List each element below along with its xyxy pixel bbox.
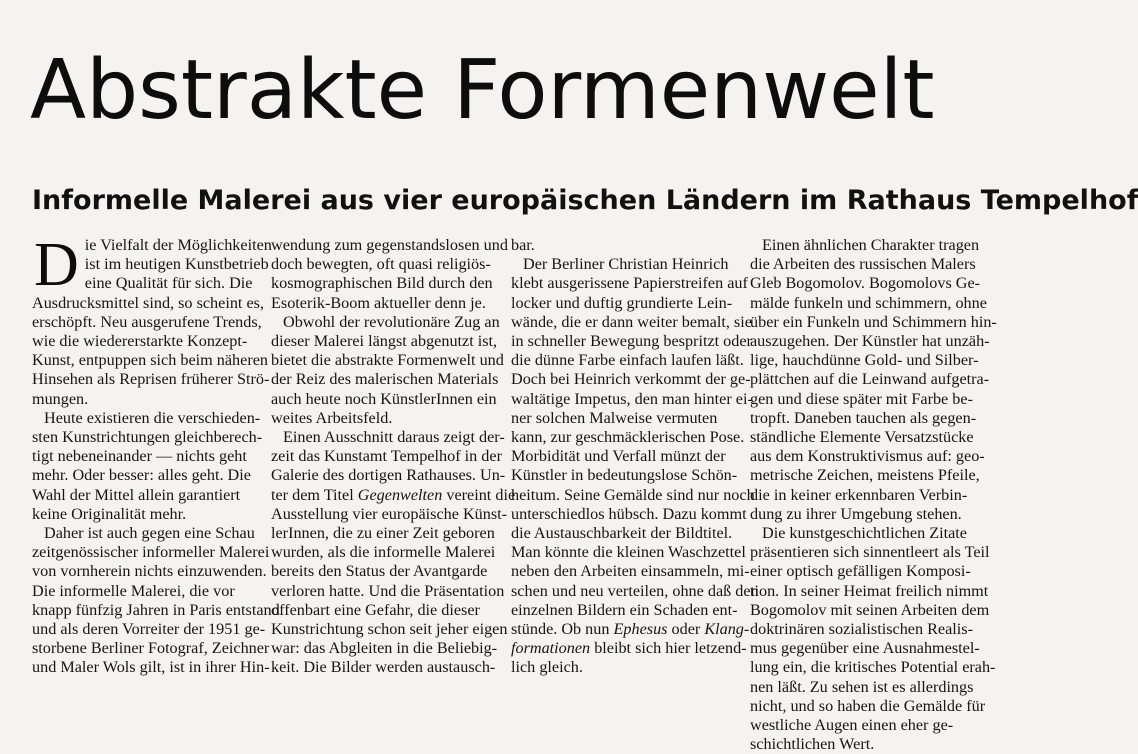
text-line: westliche Augen einen eher ge- — [750, 716, 954, 735]
text-line: Ausdrucksmittel sind, so scheint es, — [32, 293, 264, 312]
text-line: aus dem Konstruktivismus auf: geo- — [750, 447, 985, 466]
text-line: die in keiner erkennbaren Verbin- — [750, 485, 968, 504]
text-line: die Arbeiten des russischen Malers — [750, 255, 976, 274]
artwork-title: formationen — [511, 639, 591, 658]
text-line: plättchen auf die Leinwand aufgetra- — [750, 370, 990, 389]
text-line — [511, 639, 747, 658]
text-line: mehr. Oder besser: alles geht. Die — [32, 466, 251, 485]
text-line: die dünne Farbe einfach laufen läßt. — [511, 351, 744, 370]
text-run: bleibt sich hier letzend- — [590, 639, 747, 658]
text-line: Morbidität und Verfall münzt der — [511, 447, 726, 466]
text-line: nicht, und so haben die Gemälde für — [750, 696, 986, 715]
subheadline: Informelle Malerei aus vier europäischen Ländern im Rathaus Tempelhof — [32, 185, 1138, 216]
text-line: und als deren Vorreiter der 1951 ge- — [32, 620, 266, 639]
article-column-2 — [271, 236, 516, 678]
text-line: locker und duftig grundierte Lein- — [511, 293, 733, 312]
text-line: ständliche Elemente Versatzstücke — [750, 428, 974, 447]
text-line: unterschiedlos hübsch. Dazu kommt — [511, 504, 747, 523]
text-line: storbene Berliner Fotograf, Zeichner — [32, 639, 270, 658]
text-run: ter dem Titel — [271, 485, 358, 504]
text-line: weites Arbeitsfeld. — [271, 408, 393, 427]
text-line: Die kunstgeschichtlichen Zitate — [762, 524, 967, 543]
text-line: verloren hatte. Und die Präsentation — [271, 581, 505, 600]
text-line: wurden, als die informelle Malerei — [271, 543, 496, 562]
text-line: auszugehen. Der Künstler hat unzäh- — [750, 332, 990, 351]
text-line: Die informelle Malerei, die vor — [32, 581, 235, 600]
text-line: zeitgenössischer informeller Malerei — [32, 543, 270, 562]
text-line: auch heute noch KünstlerInnen ein — [271, 389, 497, 408]
text-line: gen und diese später mit Farbe be- — [750, 389, 973, 408]
article-column-4 — [750, 236, 997, 754]
text-line: eine Qualität für sich. Die — [84, 274, 253, 293]
article-column-1 — [32, 231, 280, 678]
text-line: ner solchen Malweise vermuten — [511, 408, 718, 427]
text-line: waltätige Impetus, den man hinter ei- — [511, 389, 753, 408]
text-line: Galerie des dortigen Rathauses. Un- — [271, 466, 506, 485]
text-line: Einen Ausschnitt daraus zeigt der- — [283, 428, 505, 447]
text-line: lige, hauchdünne Gold- und Silber- — [750, 351, 979, 370]
text-line: Hinsehen als Reprisen früherer Strö- — [32, 370, 270, 389]
text-line: Man könnte die kleinen Waschzettel — [511, 543, 746, 562]
text-line: doktrinären sozialistischen Realis- — [750, 620, 973, 639]
text-line: Esoterik-Boom aktueller denn je. — [271, 293, 486, 312]
text-line — [271, 485, 516, 505]
text-line: war: das Abgleiten in die Beliebig- — [271, 639, 498, 658]
text-line: und Maler Wols gilt, ist in ihrer Hin- — [32, 658, 270, 677]
text-line: doch bewegten, oft quasi religiös- — [271, 255, 491, 274]
text-line: der Reiz des malerischen Materials — [271, 370, 499, 389]
text-line: Einen ähnlichen Charakter tragen — [762, 236, 980, 254]
text-line: in schneller Bewegung bespritzt oder — [511, 332, 752, 351]
artwork-title: Klang- — [704, 620, 750, 639]
text-line: schichtlichen Wert. — [750, 735, 875, 754]
text-line: klebt ausgerissene Papierstreifen auf — [511, 274, 748, 293]
text-line: tigt nebeneinander — nichts geht — [32, 447, 247, 466]
text-line: mälde funkeln und schimmern, ohne — [750, 293, 987, 312]
text-line: wände, die er dann weiter bemalt, sie — [511, 312, 752, 331]
text-line: einzelnen Bildern ein Schaden ent- — [511, 600, 738, 619]
text-line: metrische Zeichen, meistens Pfeile, — [750, 466, 980, 485]
text-line: Künstler in bedeutungslose Schön- — [511, 466, 738, 485]
text-line: Kunst, entpuppen sich beim näheren — [32, 351, 269, 370]
text-line: die Austauschbarkeit der Bildtitel. — [511, 524, 733, 543]
text-line: mus gegenüber eine Ausnahmestel- — [750, 639, 980, 658]
text-run: vereint die — [442, 485, 516, 504]
text-line: heitum. Seine Gemälde sind nur noch — [511, 485, 755, 504]
text-line: wendung zum gegenstandslosen und — [271, 236, 508, 254]
text-line: einer optisch gefälligen Komposi- — [750, 562, 971, 581]
text-line: Kunstrichtung schon seit jeher eigen — [271, 620, 508, 639]
text-line: präsentieren sich sinnentleert als Teil — [750, 543, 990, 562]
text-line: bereits den Status der Avantgarde — [271, 562, 488, 581]
text-line: lung ein, die kritisches Potential erah- — [750, 658, 996, 677]
text-line: bietet die abstrakte Formenwelt und — [271, 351, 504, 370]
exhibition-title: Gegenwelten — [357, 485, 443, 504]
text-line: ie Vielfalt der Möglichkeiten — [84, 236, 272, 254]
text-line: neben den Arbeiten einsammeln, mi- — [511, 562, 750, 581]
text-line: Doch bei Heinrich verkommt der ge- — [511, 370, 751, 389]
text-line — [511, 620, 750, 639]
text-line: knapp fünfzig Jahren in Paris entstand — [32, 600, 280, 619]
text-line: Obwohl der revolutionäre Zug an — [283, 312, 500, 331]
text-line: Gleb Bogomolov. Bogomolovs Ge- — [750, 274, 981, 293]
text-line: lich gleich. — [511, 658, 583, 677]
text-line: offenbart eine Gefahr, die dieser — [271, 600, 480, 619]
text-line: Daher ist auch gegen eine Schau — [44, 524, 255, 543]
text-line: über ein Funkeln und Schimmern hin- — [750, 312, 997, 331]
text-line: Der Berliner Christian Heinrich — [523, 255, 729, 274]
text-line: tion. In seiner Heimat freilich nimmt — [750, 581, 989, 600]
text-line: lerInnen, die zu einer Zeit geboren — [271, 524, 495, 543]
text-line: Bogomolov mit seinen Arbeiten dem — [750, 600, 990, 619]
text-line: keine Originalität mehr. — [32, 504, 187, 523]
text-line: tropft. Daneben tauchen als gegen- — [750, 408, 977, 427]
text-line: zeit das Kunstamt Tempelhof in der — [271, 447, 502, 466]
text-line: erschöpft. Neu ausgerufene Trends, — [32, 312, 262, 331]
headline: Abstrakte Formenwelt — [30, 43, 935, 138]
text-line: dung zu ihrer Umgebung stehen. — [750, 504, 962, 523]
text-line: keit. Die Bilder werden austausch- — [271, 658, 496, 677]
text-line: kosmographischen Bild durch den — [271, 274, 493, 293]
text-line: von vornherein nichts einzuwenden. — [32, 562, 267, 581]
text-line: bar. — [511, 236, 535, 254]
text-line: kann, zur geschmäcklerischen Pose. — [511, 428, 745, 447]
drop-cap: D — [34, 231, 79, 299]
text-line: mungen. — [32, 389, 89, 408]
text-line: Ausstellung vier europäische Künst- — [271, 504, 508, 523]
artwork-title: Ephesus — [613, 620, 668, 639]
text-line: Wahl der Mittel allein garantiert — [32, 485, 241, 504]
text-line: nen läßt. Zu sehen ist es allerdings — [750, 677, 974, 696]
text-line: schen und neu verteilen, ohne daß den — [511, 581, 759, 600]
text-line: wie die wiedererstarkte Konzept- — [32, 332, 248, 351]
text-run: oder — [667, 620, 705, 639]
text-line: Heute existieren die verschieden- — [44, 408, 261, 427]
text-run: stünde. Ob nun — [511, 620, 614, 639]
text-line: dieser Malerei längst abgenutzt ist, — [271, 332, 498, 351]
article-column-3 — [511, 236, 759, 678]
text-line: sten Kunstrichtungen gleichberech- — [32, 428, 263, 447]
text-line: ist im heutigen Kunstbetrieb — [84, 255, 269, 274]
